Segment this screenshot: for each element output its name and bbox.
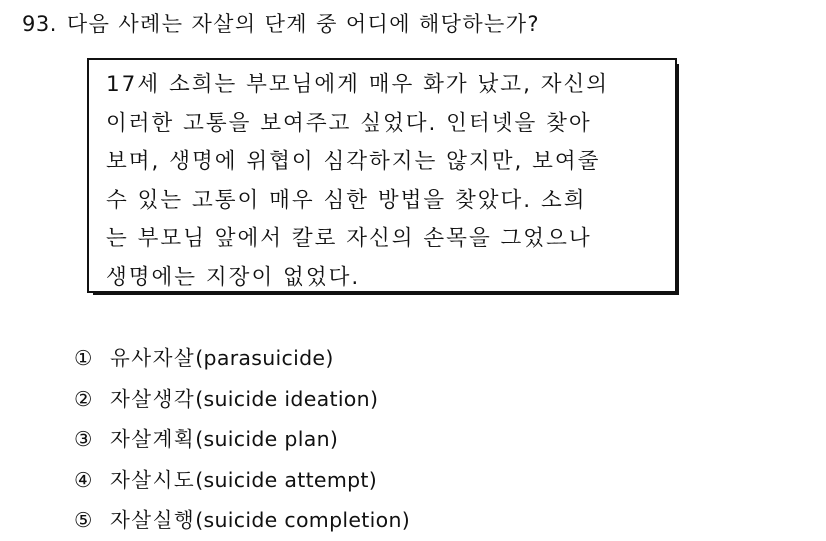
case-line: 17세 소희는 부모님에게 매우 화가 났고, 자신의 <box>106 72 610 97</box>
answer-option-2[interactable] <box>74 379 410 420</box>
option-marker: ④ <box>74 467 93 492</box>
case-scenario-box <box>87 58 677 293</box>
option-korean-label: 자살계획 <box>110 427 196 451</box>
option-korean-label: 자살실행 <box>110 508 196 532</box>
answer-options <box>74 338 410 541</box>
option-marker: ① <box>74 346 93 370</box>
answer-option-4[interactable] <box>74 460 410 501</box>
option-korean-label: 자살시도 <box>110 467 196 492</box>
option-english-label: (suicide ideation) <box>195 386 379 411</box>
option-english-label: (parasuicide) <box>195 346 334 370</box>
case-line: 보며, 생명에 위협이 심각하지는 않지만, 보여줄 <box>106 149 601 174</box>
option-marker: ③ <box>74 427 93 451</box>
answer-option-5[interactable] <box>74 500 410 541</box>
option-korean-label: 자살생각 <box>110 386 196 411</box>
option-english-label: (suicide completion) <box>195 508 411 532</box>
question-text: 다음 사례는 자살의 단계 중 어디에 해당하는가? <box>66 12 540 36</box>
option-marker: ⑤ <box>74 508 93 532</box>
option-korean-label: 유사자살 <box>110 346 196 370</box>
option-marker: ② <box>74 386 93 411</box>
answer-option-3[interactable] <box>74 419 410 460</box>
case-line: 는 부모님 앞에서 칼로 자신의 손목을 그었으나 <box>106 226 592 251</box>
option-english-label: (suicide attempt) <box>195 467 378 492</box>
case-line: 수 있는 고통이 매우 심한 방법을 찾았다. 소희 <box>106 187 587 213</box>
answer-option-1[interactable] <box>74 338 410 379</box>
question-heading <box>22 8 540 38</box>
case-line: 생명에는 지장이 없었다. <box>106 264 361 290</box>
case-line: 이러한 고통을 보여주고 싶었다. 인터넷을 찾아 <box>106 110 592 136</box>
question-number: 93. <box>22 12 57 36</box>
option-english-label: (suicide plan) <box>195 427 339 451</box>
